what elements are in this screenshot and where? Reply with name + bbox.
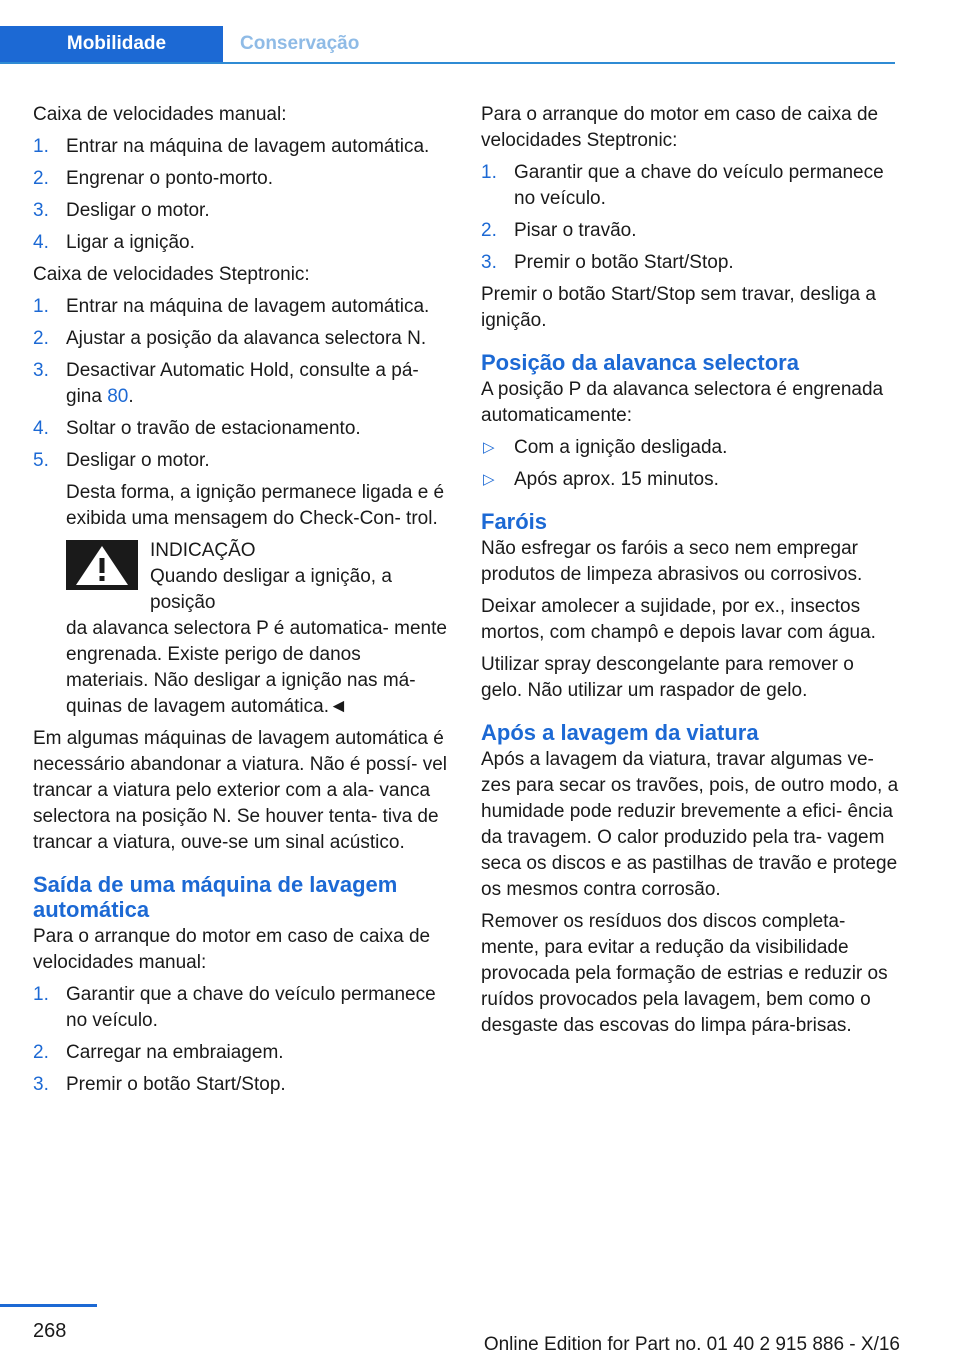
list-item	[481, 160, 899, 212]
paragraph: Para o arranque do motor em caso de caixa de velocidades manual:	[33, 926, 431, 973]
steptronic-steps-list	[33, 294, 448, 720]
paragraph: Não esfregar os faróis a seco nem empregar produtos de limpeza abrasivos ou corrosivos.	[481, 538, 863, 585]
step-detail: Desta forma, a ignição permanece ligada e é exibida uma mensagem do Check-Con- trol.	[66, 482, 445, 529]
triangle-bullet-icon: ▷	[483, 471, 495, 488]
step-text: Desligar o motor.	[66, 200, 210, 221]
paragraph: Para o arranque do motor em caso de caixa de velocidades Steptronic:	[481, 104, 879, 151]
left-column	[33, 102, 448, 1104]
step-number: 3.	[33, 200, 49, 221]
step-number: 4.	[33, 232, 49, 253]
page-link[interactable]: 80	[107, 386, 129, 407]
manual-heading: Caixa de velocidades manual:	[33, 104, 287, 125]
step-number: 1.	[481, 162, 497, 183]
step-text: Entrar na máquina de lavagem automática.	[66, 136, 430, 157]
paragraph: Em algumas máquinas de lavagem automática é necessário abandonar a viatura. Não é possí- vel trancar a viatura pelo exterior com a ala- vanca selectora na posição N. Se houver tenta- tiva de trancar a viatura, ouve-se um sinal acústico.	[33, 728, 448, 853]
list-item	[33, 358, 448, 410]
step-text: Premir o botão Start/Stop.	[66, 1074, 286, 1095]
bullet-text: Com a ignição desligada.	[514, 437, 728, 458]
steptronic-start-steps-list	[481, 160, 899, 276]
step-text: Entrar na máquina de lavagem automática.	[66, 296, 430, 317]
edition-footer: Online Edition for Part no. 01 40 2 915 886 - X/16	[483, 1334, 900, 1355]
warning-triangle-icon	[66, 540, 138, 590]
step-text: Soltar o travão de estacionamento.	[66, 418, 361, 439]
step-number: 3.	[33, 1074, 49, 1095]
list-item	[33, 416, 448, 442]
note-title: INDICAÇÃO	[150, 540, 256, 561]
step-text: Pisar o travão.	[514, 220, 637, 241]
step-text: Desactivar Automatic Hold, consulte a pá- gina	[66, 360, 419, 407]
step-text-end: .	[128, 386, 134, 407]
list-item	[481, 467, 899, 493]
step-number: 1.	[33, 136, 49, 157]
list-item	[33, 198, 448, 224]
step-number: 1.	[33, 296, 49, 317]
note-first-line: Quando desligar a ignição, a posição	[150, 566, 392, 613]
step-text: Ligar a ignição.	[66, 232, 195, 253]
step-number: 2.	[33, 1042, 49, 1063]
list-item	[33, 1040, 448, 1066]
step-number: 3.	[33, 360, 49, 381]
section-heading: Saída de uma máquina de lavagem automática	[33, 872, 398, 922]
list-item	[33, 1072, 448, 1098]
selector-bullet-list	[481, 435, 899, 493]
right-column	[481, 102, 899, 1045]
list-item	[481, 435, 899, 461]
list-item	[481, 218, 899, 244]
section-heading: Após a lavagem da viatura	[481, 720, 759, 745]
paragraph: Remover os resíduos dos discos completa- mente, para evitar a redução da visibilidade provocada pela formação de estrias e reduzir os ruídos provocados pela lavagem, bem como o desgaste das escovas do limpa pára-brisas.	[481, 911, 888, 1036]
list-item	[33, 294, 448, 320]
step-text: Carregar na embraiagem.	[66, 1042, 284, 1063]
warning-note	[66, 538, 448, 720]
manual-steps-list	[33, 134, 448, 256]
step-text: Engrenar o ponto-morto.	[66, 168, 274, 189]
paragraph: Premir o botão Start/Stop sem travar, desliga a ignição.	[481, 284, 876, 331]
paragraph: Utilizar spray descongelante para remover o gelo. Não utilizar um raspador de gelo.	[481, 654, 854, 701]
list-item	[33, 230, 448, 256]
triangle-bullet-icon: ▷	[483, 439, 495, 456]
step-number: 2.	[481, 220, 497, 241]
exit-steps-list	[33, 982, 448, 1098]
step-number: 3.	[481, 252, 497, 273]
list-item	[33, 166, 448, 192]
steptronic-heading: Caixa de velocidades Steptronic:	[33, 264, 310, 285]
step-number: 2.	[33, 328, 49, 349]
section-tabs	[0, 26, 895, 64]
paragraph: Deixar amolecer a sujidade, por ex., insectos mortos, com champô e depois lavar com água.	[481, 596, 876, 643]
list-item	[33, 982, 448, 1034]
step-text: Garantir que a chave do veículo permanece no veículo.	[66, 984, 436, 1031]
list-item	[33, 134, 448, 160]
step-number: 5.	[33, 450, 49, 471]
page-number-rule	[0, 1304, 97, 1307]
bullet-text: Após aprox. 15 minutos.	[514, 469, 719, 490]
page-number: 268	[33, 1320, 67, 1342]
list-item	[481, 250, 899, 276]
step-number: 2.	[33, 168, 49, 189]
step-number: 1.	[33, 984, 49, 1005]
step-text: Desligar o motor.	[66, 450, 210, 471]
step-number: 4.	[33, 418, 49, 439]
paragraph: Após a lavagem da viatura, travar algumas ve- zes para secar os travões, pois, de outro modo, a humidade pode reduzir brevemente a efici- ência da travagem. O calor produzido pela tra- vagem seca os discos e as pastilhas de travão e protege os mesmos contra corrosão.	[481, 749, 899, 900]
paragraph: A posição P da alavanca selectora é engrenada automaticamente:	[481, 379, 884, 426]
step-text: Garantir que a chave do veículo permanece no veículo.	[514, 162, 884, 209]
list-item	[33, 448, 448, 720]
note-text: da alavanca selectora P é automatica- mente engrenada. Existe perigo de danos materiais. Não desligar a ignição nas má- quinas de lavagem automática.◄	[66, 618, 447, 717]
section-heading: Posição da alavanca selectora	[481, 350, 799, 375]
section-heading: Faróis	[481, 509, 548, 534]
tab-mobilidade[interactable]: Mobilidade	[0, 26, 223, 62]
tab-conservacao[interactable]: Conservação	[240, 33, 360, 54]
step-text: Ajustar a posição da alavanca selectora N.	[66, 328, 427, 349]
step-text: Premir o botão Start/Stop.	[514, 252, 734, 273]
list-item	[33, 326, 448, 352]
